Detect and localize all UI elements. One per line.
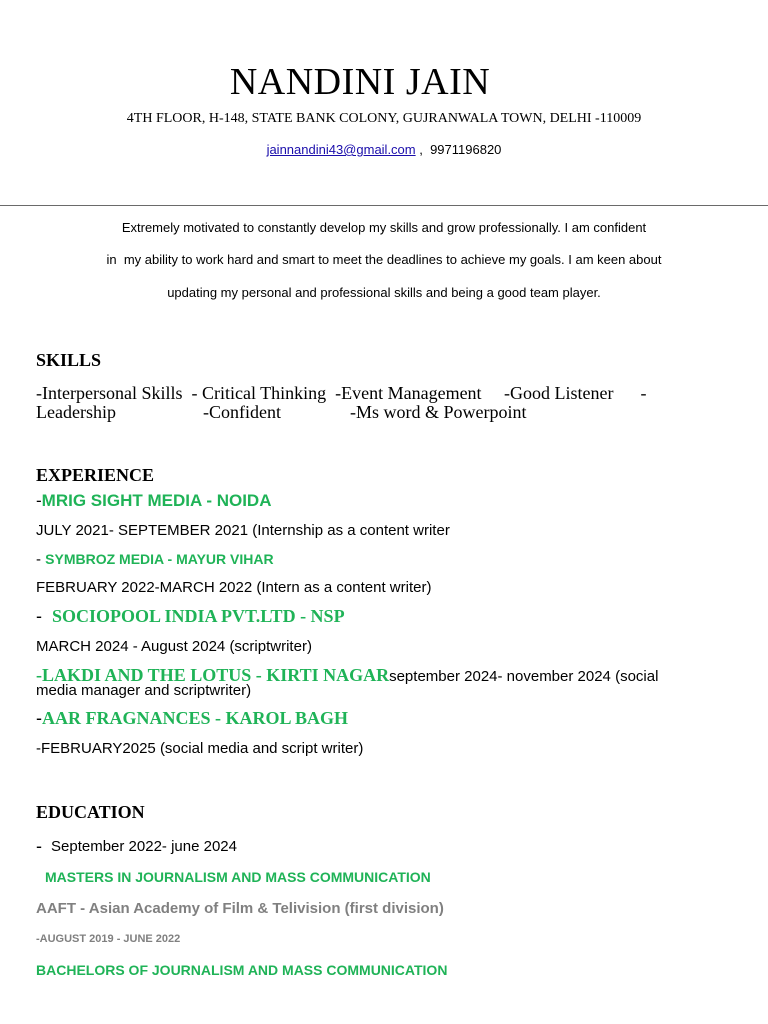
job-title-2 <box>36 551 274 568</box>
phone-number: 9971196820 <box>430 142 502 157</box>
job-4-detail-inline: september 2024- november 2024 (social <box>389 668 659 685</box>
job-1-prefix: - <box>36 491 42 510</box>
skill-ms-office: -Ms word & Powerpoint <box>350 402 527 422</box>
contact-line <box>0 142 768 157</box>
education-2-dates: -AUGUST 2019 - JUNE 2022 <box>36 933 181 945</box>
job-1-title: MRIG SIGHT MEDIA - NOIDA <box>41 491 272 510</box>
education-2-degree: BACHELORS OF JOURNALISM AND MASS COMMUNICATION <box>36 962 448 978</box>
summary-line-3: updating my personal and professional skills and being a good team player. <box>167 285 601 300</box>
education-1-dates: September 2022- june 2024 <box>51 838 237 855</box>
job-4-title: -LAKDI AND THE LOTUS - KIRTI NAGAR <box>36 665 390 685</box>
job-4-detail: media manager and scriptwriter) <box>36 682 252 699</box>
education-1-degree: MASTERS IN JOURNALISM AND MASS COMMUNICATION <box>45 869 431 885</box>
job-5-title: AAR FRAGNANCES - KAROL BAGH <box>42 708 349 728</box>
education-1-institute: AAFT - Asian Academy of Film & Telivision (first division) <box>36 900 444 917</box>
skills-list-line-2 <box>36 402 527 423</box>
address-text: 4TH FLOOR, H-148, STATE BANK COLONY, GUJRANWALA TOWN, DELHI -110009 <box>126 111 642 126</box>
education-heading: EDUCATION <box>36 802 145 822</box>
job-3-title: SOCIOPOOL INDIA PVT.LTD - NSP <box>52 606 345 626</box>
education-1-dash: - <box>36 836 42 856</box>
job-1-detail: JULY 2021- SEPTEMBER 2021 (Internship as a content writer <box>36 522 450 539</box>
summary-line-2: in my ability to work hard and smart to meet the deadlines to achieve my goals. I am keen about <box>106 252 662 267</box>
skill-confident: -Confident <box>203 402 281 422</box>
job-2-detail: FEBRUARY 2022-MARCH 2022 (Intern as a content writer) <box>36 579 432 596</box>
job-5-detail: -FEBRUARY2025 (social media and script writer) <box>36 740 364 757</box>
email-link[interactable]: jainnandini43@gmail.com <box>266 142 416 157</box>
experience-heading: EXPERIENCE <box>36 465 155 485</box>
job-2-title: SYMBROZ MEDIA - MAYUR VIHAR <box>45 551 274 567</box>
job-2-prefix: - <box>36 551 46 568</box>
skills-list-line-1: -Interpersonal Skills - Critical Thinking -Event Management -Good Listener - <box>36 383 647 403</box>
address <box>0 110 768 127</box>
job-3-prefix: - <box>36 606 52 626</box>
education-1-dates-line <box>36 836 237 857</box>
job-title-3 <box>36 606 345 627</box>
header-divider <box>0 205 768 206</box>
job-title-5 <box>36 708 348 729</box>
skills-heading: SKILLS <box>36 350 102 370</box>
job-3-detail: MARCH 2024 - August 2024 (scriptwriter) <box>36 638 312 655</box>
summary-line-1: Extremely motivated to constantly develop my skills and grow professionally. I am confident <box>121 220 647 235</box>
skill-leadership: Leadership <box>36 402 116 422</box>
job-title-1 <box>36 491 271 511</box>
contact-separator: , <box>415 142 431 157</box>
job-5-prefix: - <box>36 708 42 728</box>
candidate-name: NANDINI JAIN <box>229 61 491 103</box>
